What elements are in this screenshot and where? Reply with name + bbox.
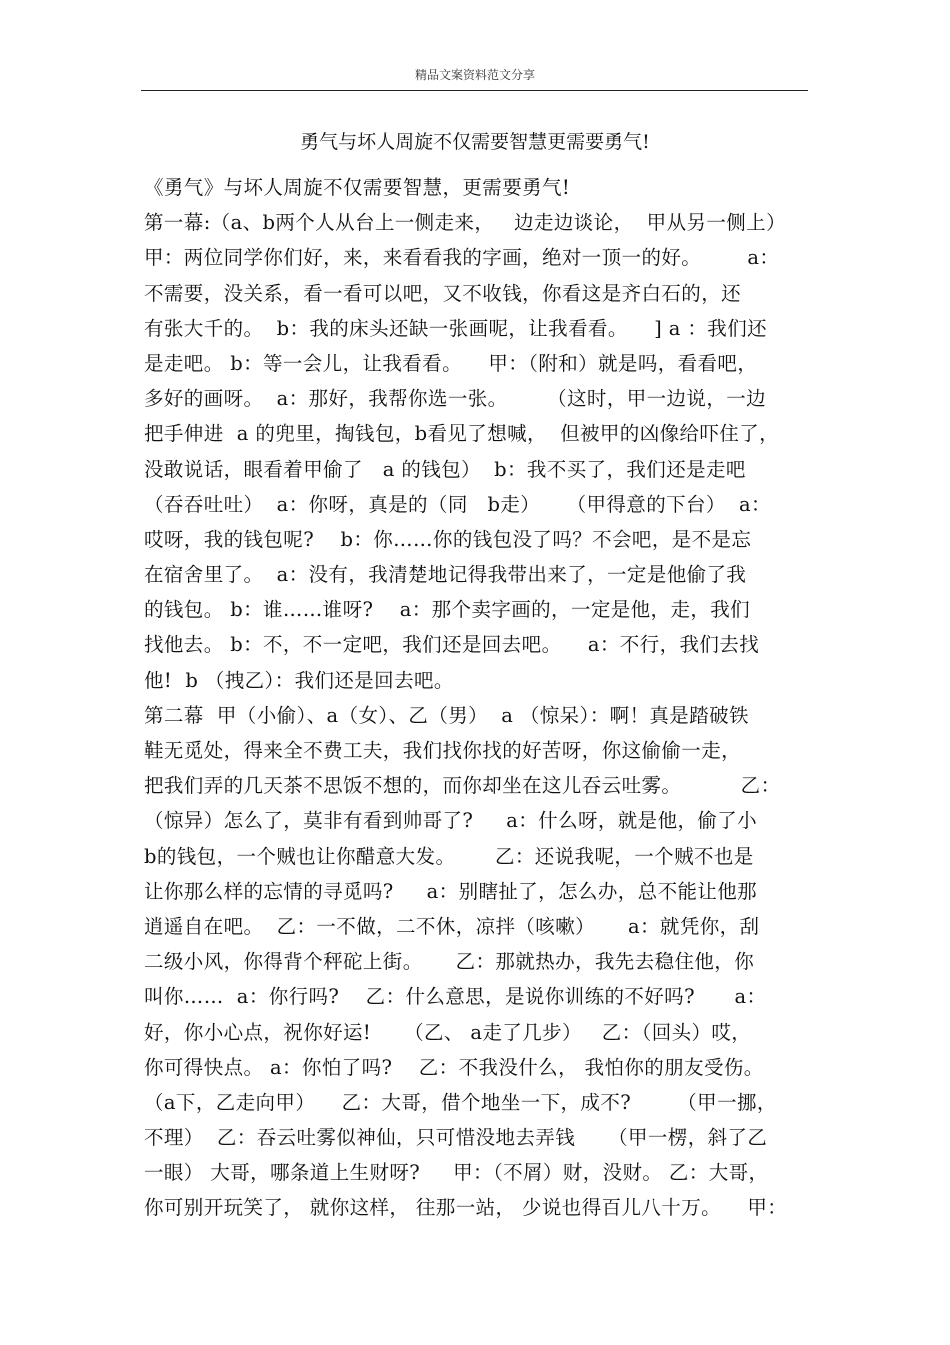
body-line: 好，你小心点，祝你好运! （乙、 a走了几步） 乙：（回头）哎， bbox=[144, 1020, 752, 1044]
body-line: 第一幕:（a、b两个人从台上一侧走来， 边走边谈论， 甲从另一侧上） bbox=[144, 211, 786, 235]
document-body bbox=[144, 170, 808, 1226]
body-line: 在宿舍里了。 a：没有，我清楚地记得我带出来了，一定是他偷了我 bbox=[144, 563, 747, 587]
body-line: 他! b （拽乙）：我们还是回去吧。 bbox=[144, 668, 454, 692]
body-line: （a下，乙走向甲） 乙：大哥，借个地坐一下，成不? （甲一挪， bbox=[144, 1090, 777, 1114]
body-line: 不需要，没关系，看一看可以吧，又不收钱，你看这是齐白石的，还 bbox=[144, 281, 742, 305]
body-line: 没敢说话，眼看着甲偷了 a 的钱包） b：我不买了，我们还是走吧 bbox=[144, 457, 746, 481]
body-line: （吞吞吐吐） a：你呀，真是的（同 b走） （甲得意的下台） a： bbox=[144, 492, 771, 516]
body-line: 《勇气》与坏人周旋不仅需要智慧，更需要勇气! bbox=[144, 176, 571, 199]
body-line: 找他去。 b：不，不一定吧，我们还是回去吧。 a：不行，我们去找 bbox=[144, 633, 760, 657]
body-line: 逍遥自在吧。 乙：一不做，二不休，凉拌（咳嗽） a：就凭你，刮 bbox=[144, 914, 760, 938]
body-line: 叫你…… a：你行吗? 乙：什么意思，是说你训练的不好吗? a： bbox=[144, 985, 767, 1009]
header-divider bbox=[141, 90, 808, 91]
body-line: 把我们弄的几天茶不思饭不想的，而你却坐在这儿吞云吐雾。 乙： bbox=[144, 774, 781, 798]
body-line: 让你那么样的忘情的寻觅吗? a：别瞎扯了，怎么办，总不能让他那 bbox=[144, 879, 758, 903]
body-line: b的钱包，一个贼也让你醋意大发。 乙：还说我呢，一个贼不也是 bbox=[144, 844, 754, 868]
body-line: 鞋无觅处，得来全不费工夫，我们找你找的好苦呀，你这偷偷一走， bbox=[144, 739, 742, 762]
body-line: 二级小风，你得背个秤砣上街。 乙：那就热办，我先去稳住他，你 bbox=[144, 950, 755, 974]
body-line: 第二幕 甲（小偷）、a（女）、乙（男） a （惊呆）：啊！真是踏破铁 bbox=[144, 703, 749, 727]
page-header: 精品文案资料范文分享 bbox=[414, 68, 535, 82]
body-line: 的钱包。 b：谁……谁呀? a：那个卖字画的，一定是他，走，我们 bbox=[144, 598, 751, 622]
body-line: 你可得快点。 a：你怕了吗? 乙：不我没什么， 我怕你的朋友受伤。 bbox=[144, 1055, 764, 1079]
document-title: 勇气与坏人周旋不仅需要智慧更需要勇气! bbox=[300, 131, 650, 153]
body-line: （惊异）怎么了，莫非有看到帅哥了? a：什么呀，就是他，偷了小 bbox=[144, 809, 758, 833]
body-line: 是走吧。 b：等一会儿，让我看看。 甲：（附和）就是吗，看看吧， bbox=[144, 351, 758, 375]
body-line: 一眼） 大哥，哪条道上生财呀? 甲：（不屑）财，没财。 乙：大哥， bbox=[144, 1161, 769, 1185]
body-line: 你可别开玩笑了， 就你这样， 往那一站， 少说也得百儿八十万。 甲： bbox=[144, 1196, 788, 1220]
body-line: 不理） 乙：吞云吐雾似神仙，只可惜没地去弄钱 （甲一楞，斜了乙 bbox=[144, 1126, 768, 1150]
body-line: 甲：两位同学你们好，来，来看看我的字画，绝对一顶一的好。 a： bbox=[144, 246, 780, 270]
body-line: 多好的画呀。 a：那好，我帮你选一张。 （这时，甲一边说，一边 bbox=[144, 387, 767, 411]
body-line: 把手伸进 a 的兜里，掏钱包，b看见了想喊， 但被甲的凶像给吓住了， bbox=[144, 422, 780, 446]
body-line: 有张大千的。 b：我的床头还缺一张画呢，让我看看。 ] a ：我们还 bbox=[144, 316, 768, 340]
body-line: 哎呀，我的钱包呢? b：你……你的钱包没了吗？不会吧，是不是忘 bbox=[144, 527, 752, 551]
